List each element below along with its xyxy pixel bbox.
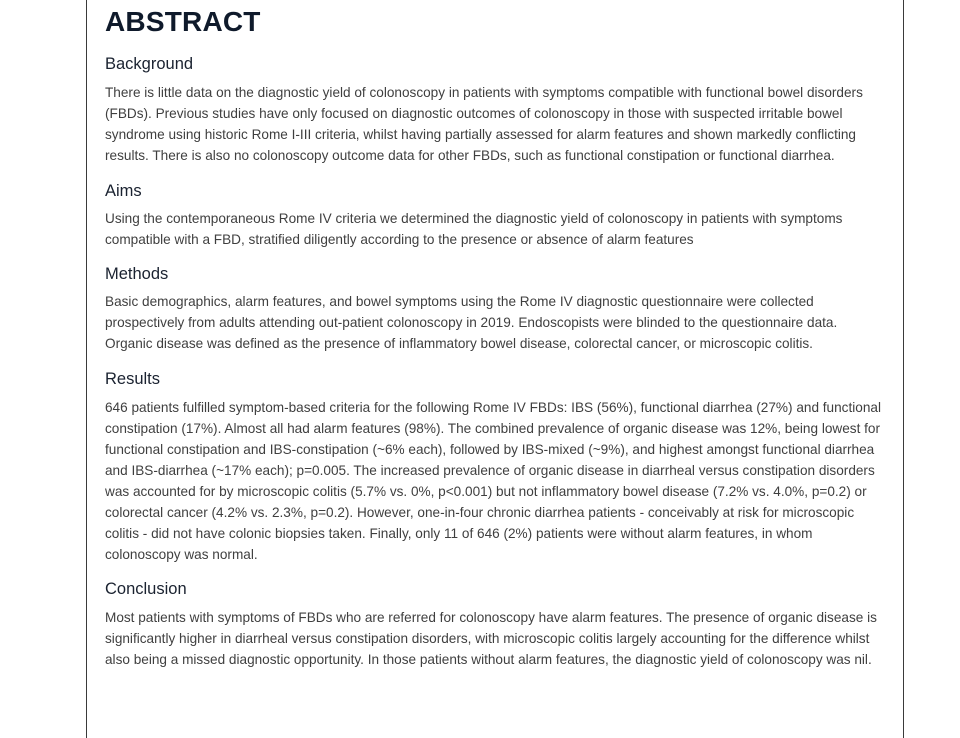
results-heading: Results — [105, 370, 161, 389]
aims-paragraph: Using the contemporaneous Rome IV criteria we determined the diagnostic yield of colonoscopy in patients with symptoms compatible with a FBD, stratified diligently according to the presence or absence of alarm features — [105, 210, 843, 247]
methods-paragraph: Basic demographics, alarm features, and bowel symptoms using the Rome IV diagnostic questionnaire were collected prospectively from adults attending out-patient colonoscopy in 2019. Endoscopists were blinded to the questionnaire data. Organic disease was defined as the presence of inflammatory bowel disease, colorectal cancer, or microscopic colitis. — [105, 294, 838, 352]
background-heading: Background — [105, 55, 194, 73]
background-paragraph: There is little data on the diagnostic yield of colonoscopy in patients with symptoms compatible with functional bowel disorders (FBDs). Previous studies have only focused on diagnostic outcomes of colonoscopy in those with suspected irritable bowel syndrome using historic Rome I-III criteria, whilst having partially assessed for alarm features and shown markedly conflicting results. There is also no colonoscopy outcome data for other FBDs, such as functional constipation or functional diarrhea. — [105, 85, 863, 163]
abstract-content — [105, 0, 885, 671]
aims-heading: Aims — [105, 181, 142, 200]
results-paragraph: 646 patients fulfilled symptom-based criteria for the following Rome IV FBDs: IBS (56%), functional diarrhea (27%) and functional constipation (17%). Almost all had alarm features (98%). The combined prevalence of organic disease was 12%, being lowest for functional constipation and IBS-constipation (~6% each), followed by IBS-mixed (~9%), and highest amongst functional diarrhea and IBS-diarrhea (~17% each); p=0.005. The increased prevalence of organic disease in diarrheal versus constipation disorders was accounted for by microscopic colitis (5.7% vs. 0%, p<0.001) but not inflammatory bowel disease (7.2% vs. 4.0%, p=0.2) or colorectal cancer (4.2% vs. 2.3%, p=0.2). However, one-in-four chronic diarrhea patients - conceivably at risk for microscopic colitis - did not have colonic biopsies taken. Finally, only 11 of 646 (2%) patients were without alarm features, in whom colonoscopy was normal. — [105, 400, 881, 562]
conclusion-paragraph: Most patients with symptoms of FBDs who are referred for colonoscopy have alarm features. The presence of organic disease is significantly higher in diarrheal versus constipation disorders, with microscopic colitis largely accounting for the difference whilst also being a missed diagnostic opportunity. In those patients without alarm features, the diagnostic yield of colonoscopy was nil. — [105, 610, 877, 668]
abstract-title: ABSTRACT — [105, 6, 261, 37]
methods-heading: Methods — [105, 265, 169, 284]
abstract-panel — [86, 0, 904, 738]
conclusion-heading: Conclusion — [105, 580, 187, 599]
